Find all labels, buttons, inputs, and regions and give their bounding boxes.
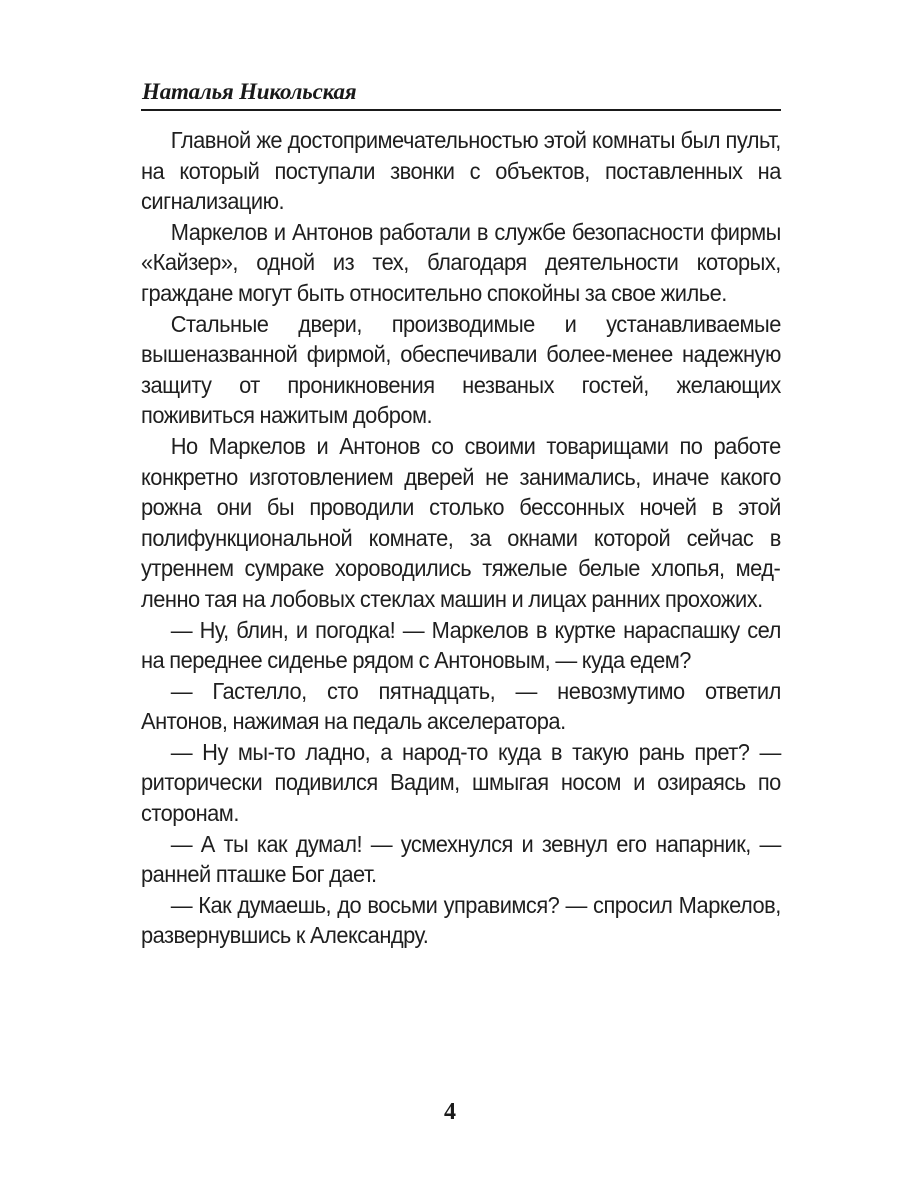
paragraph: Маркелов и Антонов работали в службе безопасности фирмы «Кайзер», одной из тех, благодаря деятельности которых, граждане могут быть относительно спокойны за свое жилье. [141, 218, 781, 306]
body-text [141, 125, 781, 951]
dialogue-paragraph: — А ты как думал! — усмехнулся и зевнул его напарник, — ранней пташке Бог дает. [141, 830, 781, 888]
header-divider [141, 109, 781, 111]
book-page [141, 78, 781, 951]
paragraph: Главной же достопримечательностью этой комнаты был пульт, на который поступали звонки с объектов, поставленных на сигнализацию. [141, 127, 781, 215]
dialogue-paragraph: — Ну, блин, и погодка! — Маркелов в куртке нараспашку сел на переднее сиденье рядом с Антоновым, — куда едем? [141, 616, 781, 674]
page-number: 4 [444, 1099, 456, 1125]
dialogue-paragraph: — Ну мы-то ладно, а народ-то куда в такую рань прет? — риторически подивился Вадим, шмыгая носом и озираясь по сторонам. [141, 738, 781, 827]
paragraph: Стальные двери, производимые и устанавливаемые вышеназванной фирмой, обеспечивали более-менее надежную защиту от проникновения незваных гостей, желающих поживиться нажитым добром. [141, 310, 781, 429]
paragraph: Но Маркелов и Антонов со своими товарищами по работе конкретно изготовлением дверей не занимались, иначе какого рожна они бы проводили столько бессонных ночей в этой полифункциональной комнате, за окнами которой сейчас в утреннем сумраке хороводились тяжелые белые хлопья, медленно тая на лобовых стеклах машин и лицах ранних прохожих. [141, 432, 781, 612]
dialogue-paragraph: — Как думаешь, до восьми управимся? — спросил Маркелов, развернувшись к Александру. [141, 891, 781, 949]
running-header-author: Наталья Никольская [142, 79, 357, 104]
dialogue-paragraph: — Гастелло, сто пятнадцать, — невозмутимо ответил Антонов, нажимая на педаль акселератора. [141, 677, 781, 735]
